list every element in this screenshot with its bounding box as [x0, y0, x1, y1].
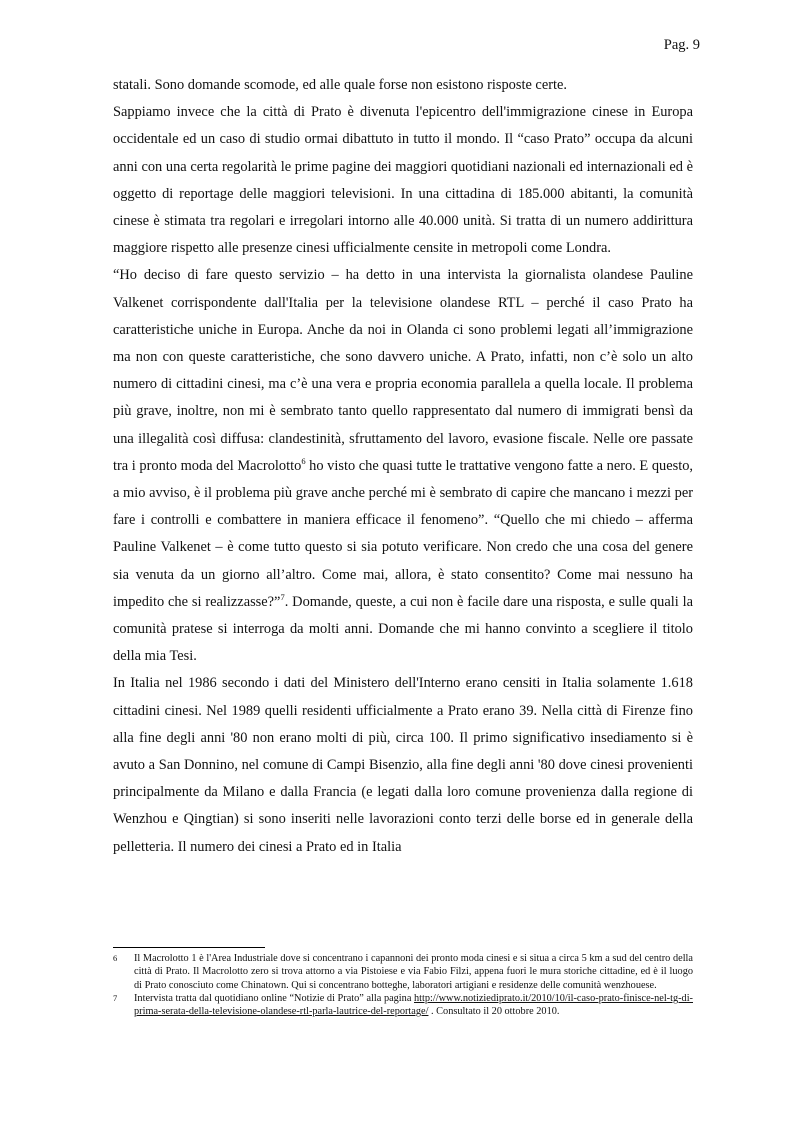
- paragraph-3-part-a: “Ho deciso di fare questo servizio – ha detto in una intervista la giornalista olandese Pauline Valkenet corrispondente dall'Italia per la televisione olandese RTL – perché il caso Prato ha caratteristiche uniche in Europa. Anche da noi in Olanda ci sono problemi legati all’immigrazione ma non con queste caratteristiche, che sono davvero uniche. A Prato, infatti, non c’è solo un alto numero di cittadini cinesi, ma c’è una vera e propria economia parallela a quella locale. Il problema più grave, inoltre, non mi è sembrato tanto quello rappresentato dal numero di immigrati bensì da una illegalità così diffusa: clandestinità, sfruttamento del lavoro, evasione fiscale. Nelle ore passate tra i pronto moda del Macrolotto: [113, 267, 693, 474]
- paragraph-3-part-b: ho visto che quasi tutte le trattative vengono fatte a nero. E questo, a mio avviso, è il problema più grave anche perché mi è sembrato di capire che mancano i mezzi per fare i controlli e combattere in maniera efficace il fenomeno”. “Quello che mi chiedo – afferma Pauline Valkenet – è come tutto questo si sia potuto verificare. Non credo che una cosa del genere sia venuta da un giorno all’altro. Come mai, allora, è stato consentito? Come mai nessuno ha impedito che si realizzasse?”: [113, 457, 693, 610]
- footnote-7-link[interactable]: http://www.notiziediprato.it/2010/10/il-caso-prato-finisce-nel-tg-di-prima-serata-della-televisione-olandese-rtl-parla-lautrice-del-reportage/: [134, 992, 693, 1018]
- footnotes: [113, 952, 693, 1018]
- footnote-7-text: [134, 992, 693, 1019]
- footnote-ref-6[interactable]: 6: [301, 456, 306, 467]
- body-text: [113, 72, 693, 861]
- paragraph-4: In Italia nel 1986 secondo i dati del Ministero dell'Interno erano censiti in Italia solamente 1.618 cittadini cinesi. Nel 1989 quelli residenti ufficialmente a Prato erano 39. Nella città di Firenze fino alla fine degli anni '80 non erano molti di più, circa 100. Il primo significativo insediamento si è avuto a San Donnino, nel comune di Campi Bisenzio, alla fine degli anni '80 dove cinesi provenienti principalmente da Milano e dalla Francia (e legati dalla loro comune provenienza dalla regione di Wenzhou e Qingtian) si sono inseriti nelle lavorazioni conto terzi delle borse ed in generale della pelletteria. Il numero dei cinesi a Prato ed in Italia: [113, 675, 693, 855]
- footnote-6-text: Il Macrolotto 1 è l'Area Industriale dove si concentrano i capannoni dei pronto moda cinesi e si situa a circa 5 km a sud del centro della città di Prato. Il Macrolotto zero si trova attorno a via Pistoiese e via Fabio Filzi, appena fuori le mura storiche cittadine, ed è il luogo di Prato conosciuto come Chinatown. Qui si concentrano botteghe, laboratori artigiani e residenze delle comunità wenzhouese.: [134, 953, 693, 991]
- footnote-6: [113, 952, 693, 992]
- footnote-ref-7[interactable]: 7: [280, 592, 285, 603]
- paragraph-3: [113, 262, 693, 670]
- footnote-7-intro: Intervista tratta dal quotidiano online “Notizie di Prato” alla pagina: [134, 992, 414, 1004]
- paragraph-2: Sappiamo invece che la città di Prato è divenuta l'epicentro dell'immigrazione cinese in Europa occidentale ed un caso di studio ormai dibattuto in tutto il mondo. Il “caso Prato” occupa da alcuni anni con una certa regolarità le prime pagine dei maggiori quotidiani nazionali ed internazionali ed è oggetto di reportage delle maggiori televisioni. In una cittadina di 185.000 abitanti, la comunità cinese è stimata tra regolari e irregolari intorno alle 40.000 unità. Si tratta di un numero addirittura maggiore rispetto alle presenze cinesi ufficialmente censite in metropoli come Londra.: [113, 104, 693, 257]
- paragraph-1: statali. Sono domande scomode, ed alle quale forse non esistono risposte certe.: [113, 77, 567, 93]
- footnote-7-number: 7: [113, 992, 118, 1003]
- footnote-7-tail: . Consultato il 20 ottobre 2010.: [428, 1006, 560, 1018]
- page-number: Pag. 9: [663, 37, 700, 53]
- footnote-6-number: 6: [113, 953, 118, 963]
- footnote-7: [113, 992, 693, 1019]
- paragraph-3-part-c: . Domande, queste, a cui non è facile dare una risposta, e sulle quali la comunità pratese si interroga da molti anni. Domande che mi hanno convinto a scegliere il titolo della mia Tesi.: [113, 593, 693, 665]
- footnote-separator: [113, 947, 265, 948]
